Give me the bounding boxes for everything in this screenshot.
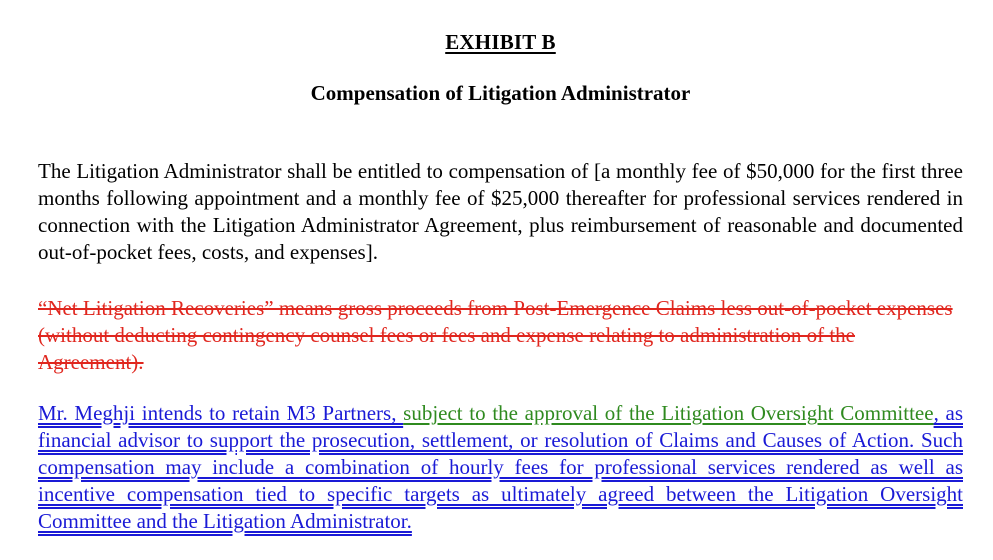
exhibit-title: EXHIBIT B [445, 30, 556, 54]
deleted-definition-paragraph: “Net Litigation Recoveries” means gross proceeds from Post-Emergence Claims less out-of-pocket expenses (without deducting contingency counsel fees or fees and expense relating to administration of the Agreement). [38, 296, 953, 374]
inserted-approval-segment: subject to the approval of the Litigation Oversight Committee [403, 401, 934, 425]
inserted-text-segment: Mr. Meghji intends to retain M3 Partners, [38, 401, 404, 425]
exhibit-subtitle: Compensation of Litigation Administrator [310, 81, 691, 105]
inserted-advisor-paragraph [38, 400, 963, 535]
inserted-text-segment: , as financial advisor to support the prosecution, settlement, or resolution of Claims and Causes of Action. Such compensation may include a combination of hourly fees for professional services rendered as well as incentive compensation tied to specific targets as ultimately agreed between the Litigation Oversight Committee and the Litigation Administrator. [38, 401, 963, 533]
compensation-paragraph: The Litigation Administrator shall be entitled to compensation of [a monthly fee of $50,000 for the first three months following appointment and a monthly fee of $25,000 thereafter for professional services rendered in connection with the Litigation Administrator Agreement, plus reimbursement of reasonable and documented out-of-pocket fees, costs, and expenses]. [38, 159, 963, 264]
